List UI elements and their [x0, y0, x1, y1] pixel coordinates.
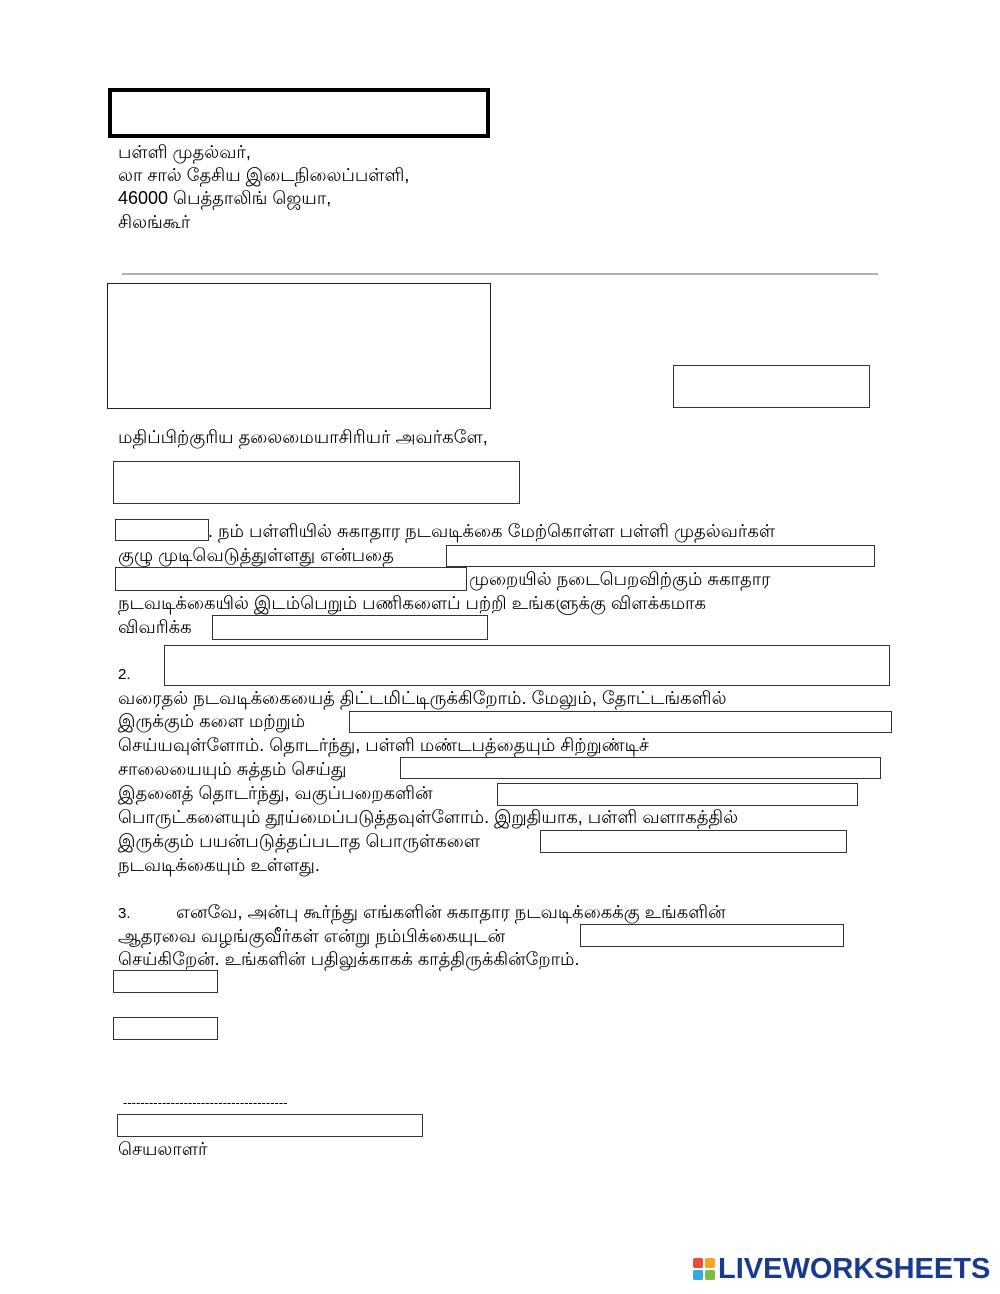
logo-blocks-icon — [693, 1258, 715, 1280]
brand-name: LIVEWORKSHEETS — [718, 1252, 991, 1285]
salutation: மதிப்பிற்குரிய தலைமையாசிரியர் அவர்களே, — [118, 427, 488, 447]
para2-line-4: சாலையையும் சுத்தம் செய்து — [118, 759, 347, 779]
para2-line-5: இதனைத் தொடர்ந்து, வகுப்பறைகளின் — [118, 783, 433, 803]
para2-answer-3[interactable] — [400, 757, 881, 779]
header-divider — [122, 273, 878, 275]
para2-answer-5[interactable] — [540, 830, 847, 853]
address-line-3: 46000 பெத்தாலிங் ஜெயா, — [118, 188, 332, 208]
para2-answer-4[interactable] — [497, 783, 858, 806]
liveworksheets-logo — [693, 1253, 990, 1285]
signature-role: செயலாளர் — [118, 1139, 208, 1159]
closing-box-1[interactable] — [113, 970, 218, 993]
para1-answer-1[interactable] — [446, 545, 875, 567]
signature-dashes: -------------------------------------- — [123, 1095, 288, 1110]
para2-line-1: வரைதல் நடவடிக்கையைத் திட்டமிட்டிருக்கிறோம். மேலும், தோட்டங்களில் — [118, 688, 727, 708]
para1-answer-3[interactable] — [212, 615, 488, 640]
para2-line-7: இருக்கும் பயன்படுத்தப்படாத பொருள்களை — [118, 831, 481, 851]
para1-line-1: . நம் பள்ளியில் சுகாதார நடவடிக்கை மேற்கொள்ள பள்ளி முதல்வர்கள் — [208, 521, 776, 541]
para2-number: 2. — [118, 666, 131, 683]
para2-line-3: செய்யவுள்ளோம். தொடர்ந்து, பள்ளி மண்டபத்தையும் சிற்றுண்டிச் — [118, 735, 649, 755]
para2-answer-1[interactable] — [164, 645, 890, 686]
para1-number-box[interactable] — [115, 519, 209, 541]
para3-number: 3. — [118, 905, 131, 922]
para2-answer-2[interactable] — [349, 711, 892, 733]
sender-name-box[interactable] — [108, 88, 490, 138]
address-line-4: சிலங்கூர் — [118, 212, 191, 232]
para3-line-2: ஆதரவை வழங்குவீர்கள் என்று நம்பிக்கையுடன் — [118, 926, 506, 946]
para1-answer-2[interactable] — [115, 567, 467, 591]
para3-line-3: செய்கிறேன். உங்களின் பதிலுக்காகக் காத்திருக்கின்றோம். — [118, 949, 580, 969]
para1-line-5: விவரிக்க — [118, 617, 192, 637]
para1-line-4: நடவடிக்கையில் இடம்பெறும் பணிகளைப் பற்றி உங்களுக்கு விளக்கமாக — [118, 593, 707, 613]
address-line-1: பள்ளி முதல்வர், — [118, 142, 251, 162]
para3-answer-1[interactable] — [580, 924, 844, 947]
closing-box-2[interactable] — [113, 1017, 218, 1040]
date-box[interactable] — [673, 365, 870, 408]
para1-line-2: குழு முடிவெடுத்துள்ளது என்பதை — [118, 545, 394, 565]
address-line-2: லா சால் தேசிய இடைநிலைப்பள்ளி, — [118, 165, 410, 185]
para2-line-8: நடவடிக்கையும் உள்ளது. — [118, 855, 320, 875]
para1-line-3: முறையில் நடைபெறவிற்கும் சுகாதார — [469, 569, 771, 589]
signature-name-box[interactable] — [117, 1114, 423, 1137]
para2-line-6: பொருட்களையும் தூய்மைப்படுத்தவுள்ளோம். இறுதியாக, பள்ளி வளாகத்தில் — [118, 807, 739, 827]
subject-box[interactable] — [113, 461, 520, 504]
para2-line-2: இருக்கும் களை மற்றும் — [118, 711, 306, 731]
para3-line-1: எனவே, அன்பு கூர்ந்து எங்களின் சுகாதார நடவடிக்கைக்கு உங்களின் — [176, 902, 726, 922]
recipient-address-box[interactable] — [107, 283, 491, 409]
